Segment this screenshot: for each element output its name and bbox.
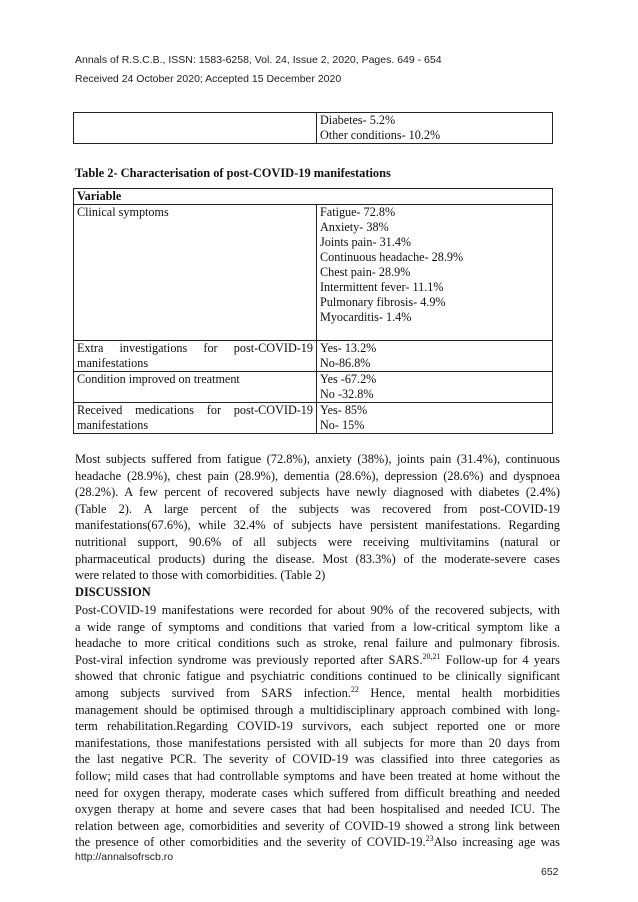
table-header-row xyxy=(74,189,553,205)
table-row xyxy=(74,113,553,144)
row-label xyxy=(74,372,317,403)
text-line: relation between age, comorbidities and severity of COVID-19 showed a strong link between xyxy=(75,818,560,833)
table-2 xyxy=(73,188,553,434)
text-segment: Post-viral infection syndrome was previously reported after SARS. xyxy=(75,652,423,667)
table-row xyxy=(74,372,553,403)
continued-table xyxy=(73,112,553,144)
text-line: nutritional support, 90.6% of all subjects were receiving multivitamins (natural or xyxy=(75,534,560,549)
text-line: (28.2%). A few percent of recovered subjects have newly diagnosed with diabetes (2.4%) xyxy=(75,485,560,500)
results-paragraph xyxy=(75,451,560,584)
journal-header: Annals of R.S.C.B., ISSN: 1583-6258, Vol. 24, Issue 2, 2020, Pages. 649 - 654 xyxy=(75,54,442,66)
cell-line: Yes- 13.2% xyxy=(320,341,377,355)
cell-line: manifestations xyxy=(77,418,149,432)
text-segment: among subjects survived from SARS infection. xyxy=(75,685,351,700)
row-label xyxy=(74,403,317,434)
row-value xyxy=(317,341,553,372)
cell-line: Joints pain- 31.4% xyxy=(320,235,412,249)
page-number: 652 xyxy=(541,866,559,878)
text-line: were related to those with comorbidities. (Table 2) xyxy=(75,568,326,583)
text-line: (Table 2). A large percent of the subjects was recovered from post-COVID-19 xyxy=(75,501,560,516)
footer-link[interactable]: http://annalsofrscb.ro xyxy=(75,851,174,863)
column-header: Variable xyxy=(74,189,553,205)
text-line: management should be optimised through a multidisciplinary approach combined with long- xyxy=(75,702,560,717)
cell-line: Condition improved on treatment xyxy=(77,372,240,386)
cell-line: Chest pain- 28.9% xyxy=(320,265,411,279)
text-line: manifestations(67.6%), while 32.4% of subjects have persistent manifestations. Regarding xyxy=(75,518,560,533)
table-cell xyxy=(74,113,317,144)
text-line: manifestations, those manifestations persisted with all subjects for more than 20 days from xyxy=(75,735,560,750)
text-segment: the presence of other comorbidities and the severity of COVID-19. xyxy=(75,835,426,850)
row-value xyxy=(317,205,553,341)
text-line: term rehabilitation.Regarding COVID-19 survivors, each subject reported one or more xyxy=(75,719,560,734)
cell-line: Received medications for post-COVID-19 xyxy=(77,403,313,417)
row-label xyxy=(74,341,317,372)
text-segment: Follow-up for 4 years xyxy=(440,652,560,667)
text-line: oxygen therapy at home and severe cases that had been hospitalised and needed ICU. The xyxy=(75,802,560,817)
text-line xyxy=(75,685,560,702)
table-row xyxy=(74,205,553,341)
table-row xyxy=(74,341,553,372)
cell-line: Continuous headache- 28.9% xyxy=(320,250,464,264)
received-dates: Received 24 October 2020; Accepted 15 December 2020 xyxy=(75,73,342,85)
row-value xyxy=(317,403,553,434)
citation: 22 xyxy=(350,684,359,694)
cell-line: Diabetes- 5.2% xyxy=(320,113,396,127)
cell-line: Pulmonary fibrosis- 4.9% xyxy=(320,295,446,309)
text-line: Most subjects suffered from fatigue (72.8%), anxiety (38%), joints pain (31.4%), continuous xyxy=(75,452,560,466)
row-value xyxy=(317,372,553,403)
cell-line: Anxiety- 38% xyxy=(320,220,389,234)
table-row xyxy=(74,403,553,434)
text-line xyxy=(75,834,560,851)
text-line: showed that chronic fatigue and psychiatric conditions continued to be clinically significant xyxy=(75,669,560,684)
table-caption: Table 2- Characterisation of post-COVID-19 manifestations xyxy=(75,166,391,180)
cell-line: No-86.8% xyxy=(320,356,371,370)
cell-line: No- 15% xyxy=(320,418,365,432)
cell-line: Intermittent fever- 11.1% xyxy=(320,280,444,294)
citation: 20,21 xyxy=(422,651,441,661)
text-line: pharmaceutical products) during the disease. Most (83.3%) of the moderate-severe cases xyxy=(75,551,560,566)
cell-line: Extra investigations for post-COVID-19 xyxy=(77,341,313,355)
table-cell xyxy=(317,113,553,144)
cell-line: Other conditions- 10.2% xyxy=(320,128,441,142)
text-line: a wide range of symptoms and conditions that varied from a low-critical symptom like a xyxy=(75,619,560,634)
text-line: headache (28.9%), chest pain (28.9%), dementia (28.6%), depression (28.6%) and dyspnoea xyxy=(75,468,560,483)
discussion-paragraph xyxy=(75,602,560,851)
cell-line: manifestations xyxy=(77,356,149,370)
text-line: headache to more critical conditions such as stroke, renal failure and pulmonary fibrosis. xyxy=(75,636,560,651)
text-line: need for oxygen therapy, moderate cases which suffered from difficult breathing and needed xyxy=(75,785,560,800)
text-segment: Also increasing age was xyxy=(433,835,560,850)
text-line xyxy=(75,652,560,669)
row-label xyxy=(74,205,317,341)
cell-line: Yes -67.2% xyxy=(320,372,377,386)
cell-line: Fatigue- 72.8% xyxy=(320,205,396,219)
text-segment: Hence, mental health morbidities xyxy=(358,685,560,700)
text-line: Post-COVID-19 manifestations were recorded for about 90% of the recovered subjects, with xyxy=(75,603,560,617)
cell-line: Yes- 85% xyxy=(320,403,368,417)
cell-line: Myocarditis- 1.4% xyxy=(320,310,412,324)
text-line: the last negative PCR. The severity of COVID-19 was classified into three categories as xyxy=(75,752,560,767)
citation: 23 xyxy=(425,834,434,844)
section-heading: DISCUSSION xyxy=(75,585,151,599)
text-line: follow; mild cases that had controllable symptoms and have been treated at home without the xyxy=(75,768,560,783)
cell-line: Clinical symptoms xyxy=(77,205,169,219)
cell-line: No -32.8% xyxy=(320,387,374,401)
